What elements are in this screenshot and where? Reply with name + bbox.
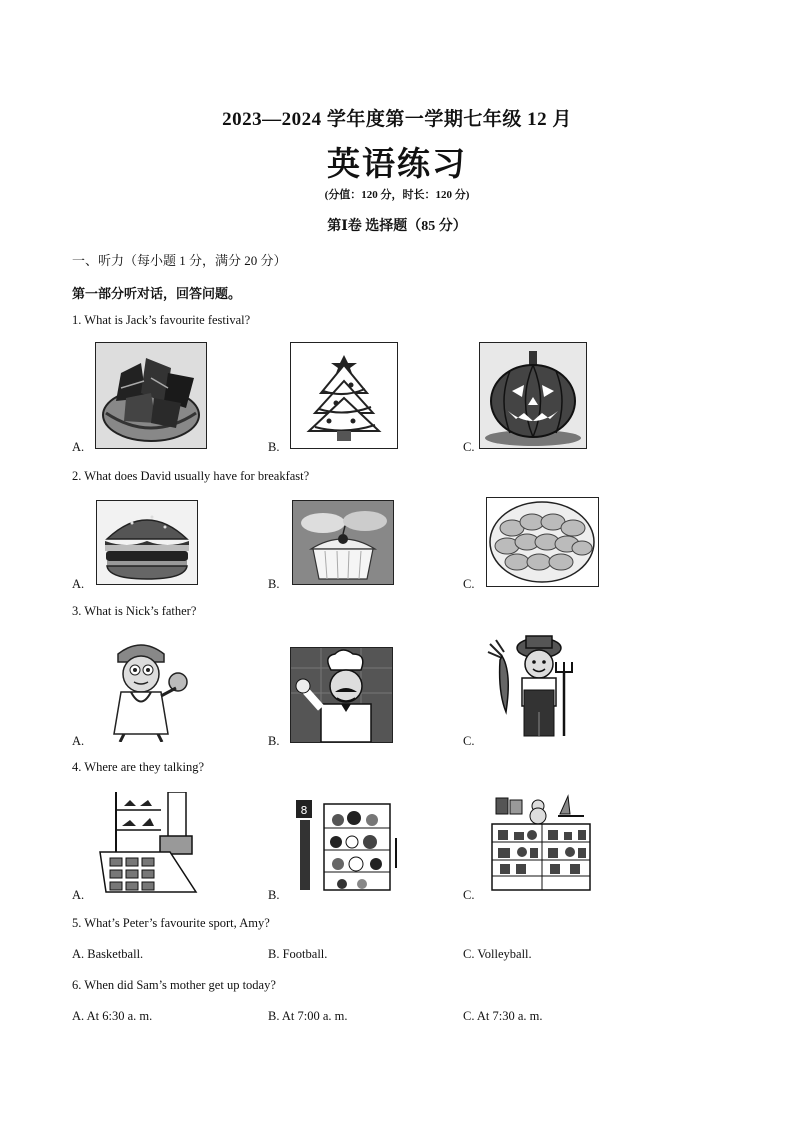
q2-option-c-label: C.: [463, 577, 475, 591]
q6-option-a: [72, 1009, 152, 1024]
cupcake-picture: [292, 500, 394, 585]
question-6: 6. When did Sam’s mother get up today?: [72, 978, 276, 992]
q4-option-a-label: A.: [72, 888, 85, 902]
q3-option-a-label: A.: [72, 734, 85, 748]
q6-option-b-letter: B.: [268, 1009, 280, 1023]
doctor-picture: [96, 636, 196, 742]
question-2: 2. What does David usually have for breakfast?: [72, 469, 310, 483]
question-3: 3. What is Nick’s father?: [72, 604, 197, 618]
q5-option-c-letter: C.: [463, 947, 475, 961]
q6-option-a-letter: A.: [72, 1009, 85, 1023]
q5-option-c-text: Volleyball.: [477, 947, 532, 961]
part1-instruction: 第一部分听对话，回答问题。: [72, 286, 242, 301]
q6-option-b-text: At 7:00 a. m.: [281, 1009, 348, 1023]
question-4: 4. Where are they talking?: [72, 760, 205, 774]
q5-option-c: [463, 947, 532, 962]
exam-title-line1: 2023—2024 学年度第一学期七年级 12 月: [222, 109, 572, 130]
q3-option-b-label: B.: [268, 734, 280, 748]
question-5: 5. What’s Peter’s favourite sport, Amy?: [72, 916, 270, 930]
q5-option-b-letter: B.: [268, 947, 280, 961]
shoe-store-picture: [96, 792, 206, 894]
q3-option-c-label: C.: [463, 734, 475, 748]
q4-option-b-label: B.: [268, 888, 280, 902]
sports-store-picture: [292, 798, 398, 894]
q6-option-c-letter: C.: [463, 1009, 475, 1023]
q1-option-a-label: A.: [72, 440, 85, 454]
volume-title: 第Ⅰ卷 选择题（85 分）: [327, 219, 467, 234]
listening-section-title: 一、听力（每小题 1 分，满分 20 分）: [72, 253, 287, 268]
q1-option-b-label: B.: [268, 440, 280, 454]
q6-option-c: [463, 1009, 543, 1024]
q1-option-c-label: C.: [463, 440, 475, 454]
q5-option-b-text: Football.: [282, 947, 328, 961]
zongzi-basket-picture: [95, 342, 207, 449]
farmer-picture: [484, 632, 574, 742]
q5-option-a-letter: A.: [72, 947, 85, 961]
q6-option-a-text: At 6:30 a. m.: [86, 1009, 153, 1023]
q5-option-b: [268, 947, 327, 962]
gift-shop-picture: [490, 794, 594, 894]
q2-option-b-label: B.: [268, 577, 280, 591]
halloween-pumpkin-picture: [479, 342, 587, 449]
hamburger-picture: [96, 500, 198, 585]
svg-text:8: 8: [300, 804, 308, 817]
christmas-tree-picture: [290, 342, 398, 449]
dumplings-picture: [486, 497, 599, 587]
cook-picture: [290, 647, 393, 743]
q2-option-a-label: A.: [72, 577, 85, 591]
q6-option-b: [268, 1009, 348, 1024]
q4-option-c-label: C.: [463, 888, 475, 902]
exam-subject-title: 英语练习: [327, 147, 467, 183]
score-time-info: (分值：120 分，时长：120 分): [324, 189, 470, 201]
q6-option-c-text: At 7:30 a. m.: [476, 1009, 543, 1023]
q5-option-a-text: Basketball.: [87, 947, 144, 961]
question-1: 1. What is Jack’s favourite festival?: [72, 313, 251, 327]
q5-option-a: [72, 947, 143, 962]
